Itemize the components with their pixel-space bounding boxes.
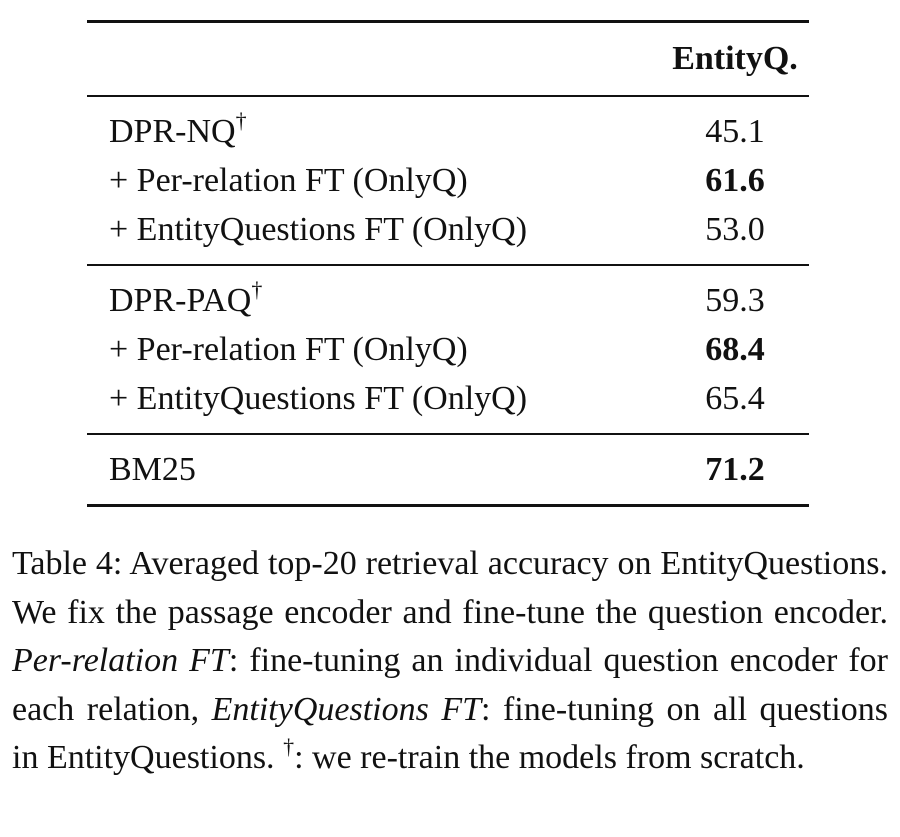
- header-row: [87, 23, 809, 95]
- dagger-mark: †: [235, 107, 247, 133]
- table-row: [87, 276, 809, 325]
- row-value: 61.6: [705, 162, 765, 199]
- column-header-entityq: EntityQ.: [672, 40, 798, 77]
- table-row: [87, 205, 809, 254]
- dagger-mark: †: [251, 276, 263, 302]
- row-label: + EntityQuestions FT (OnlyQ): [109, 380, 528, 417]
- table-row: [87, 107, 809, 156]
- row-value: 59.3: [705, 282, 765, 319]
- row-label: + Per-relation FT (OnlyQ): [109, 162, 468, 199]
- group-dpr-paq: [87, 266, 809, 433]
- row-value: 68.4: [705, 331, 765, 368]
- row-value: 45.1: [705, 113, 765, 150]
- group-bm25: [87, 435, 809, 504]
- results-table: [87, 20, 809, 507]
- row-label: + EntityQuestions FT (OnlyQ): [109, 211, 528, 248]
- caption-italic-per-relation: Per-relation FT: [12, 642, 229, 679]
- table-row: [87, 445, 809, 494]
- row-value: 65.4: [705, 380, 765, 417]
- row-label: + Per-relation FT (OnlyQ): [109, 331, 468, 368]
- table-caption: Table 4: Averaged top-20 retrieval accuracy on EntityQuestions. We fix the passage encoder and fine-tune the question encoder. Per-relation FT: fine-tuning an individual question encoder for each relation, EntityQuestions FT: fine-tuning on all questions in EntityQuestions. †: we re-train the models from scratch.: [12, 545, 888, 776]
- table-row: [87, 374, 809, 423]
- row-label: DPR-NQ†: [109, 107, 247, 150]
- caption-dagger-mark: †: [283, 733, 295, 759]
- bottom-rule: [87, 504, 809, 507]
- table-row: [87, 325, 809, 374]
- row-label: BM25: [109, 451, 196, 488]
- caption-italic-entityquestions: EntityQuestions FT: [211, 690, 482, 728]
- group-dpr-nq: [87, 97, 809, 264]
- table-row: [87, 156, 809, 205]
- row-value: 53.0: [705, 211, 765, 248]
- row-value: 71.2: [705, 451, 765, 488]
- row-label: DPR-PAQ†: [109, 276, 263, 319]
